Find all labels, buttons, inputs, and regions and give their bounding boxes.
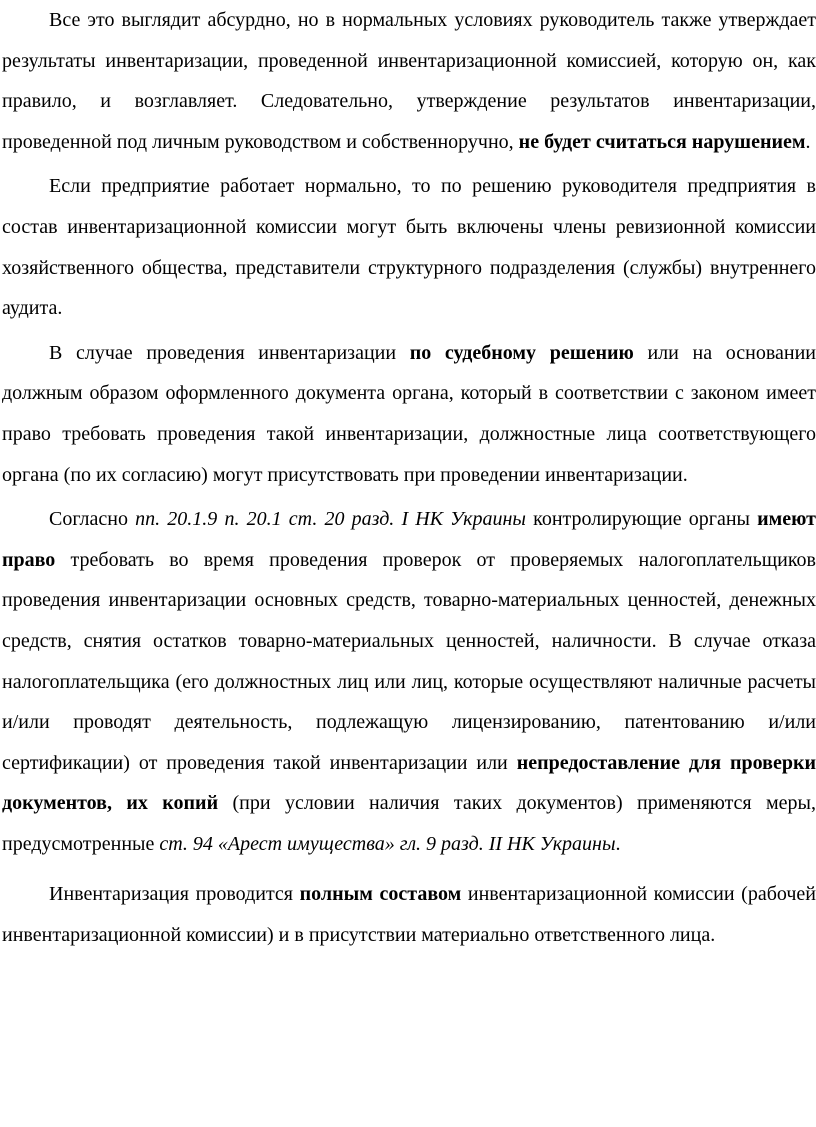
text-run: контролирующие органы — [525, 508, 758, 531]
text-run: требовать во время проведения проверок от проверяемых налогоплательщиков проведения инвентаризации основных средств, товарно-материальных ценностей, денежных средств, снятия остатков товарно-материальных ценностей, наличности. В случае отказа налогоплательщика (его должностных лиц или лиц, которые осуществляют наличные расчеты и/или проводят деятельность, подлежащую лицензированию, патентованию и/или сертификации) от проведения такой инвентаризации или — [2, 548, 816, 774]
paragraph-commission-members — [2, 166, 816, 328]
paragraph-full-composition — [2, 874, 816, 955]
paragraph-court-decision — [2, 333, 816, 495]
text-run: Все это выглядит абсурдно, но в нормальных условиях руководитель также утверждает результаты инвентаризации, проведенной инвентаризационной комиссией, которую он, как правило, и возглавляет. Следовательно, утверждение результатов инвентаризации, проведенной под личным руководством и собственноручно, — [2, 9, 816, 153]
text-run: Если предприятие работает нормально, то по решению руководителя предприятия в состав инвентаризационной комиссии могут быть включены члены ревизионной комиссии хозяйственного общества, представители структурного подразделения (службы) внутреннего аудита. — [2, 175, 816, 320]
text-run-bold: непредоставление для проверки документов, их копий — [2, 751, 816, 815]
text-run-bold: имеют право — [2, 508, 816, 571]
paragraph-tax-code — [2, 499, 816, 864]
text-run-bold: по судебному решению — [409, 341, 634, 364]
text-run: . — [615, 832, 621, 855]
text-run-italic: пп. 20.1.9 п. 20.1 ст. 20 разд. I НК Украины — [135, 508, 526, 531]
text-run: . — [805, 130, 811, 153]
text-run-italic: ст. 94 «Арест имущества» гл. 9 разд. II НК Украины — [159, 832, 616, 855]
paragraph-approval — [2, 0, 816, 162]
text-run-bold: не будет считаться нарушением — [518, 130, 806, 153]
text-run-bold: полным составом — [299, 883, 462, 906]
text-run: В случае проведения инвентаризации — [49, 341, 410, 364]
text-run: инвентаризационной комиссии (рабочей инвентаризационной комиссии) и в присутствии материально ответственного лица. — [2, 883, 816, 947]
text-run: или на основании должным образом оформленного документа органа, который в соответствии с законом имеет право требовать проведения такой инвентаризации, должностные лица соответствующего органа (по их согласию) могут присутствовать при проведении инвентаризации. — [2, 341, 816, 486]
text-run: Согласно — [49, 508, 136, 531]
text-run: Инвентаризация проводится — [49, 883, 300, 906]
text-run: (при условии наличия таких документов) применяются меры, предусмотренные — [2, 792, 816, 855]
